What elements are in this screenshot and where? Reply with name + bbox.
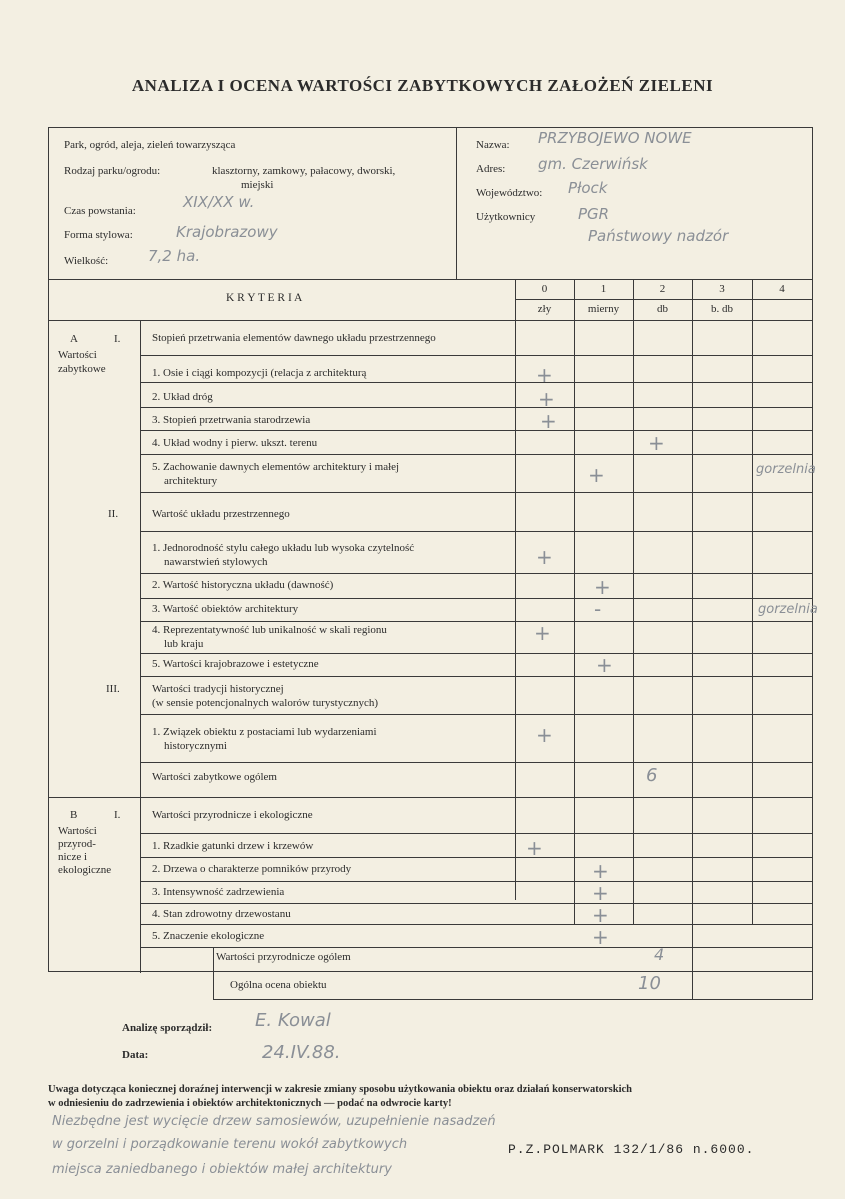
- handwritten-note-1: Niezbędne jest wycięcie drzew samosiewów, uzupełnienie nasadzeń: [52, 1114, 496, 1129]
- b-total-value: 4: [654, 945, 665, 964]
- mark-a-i-2: +: [538, 387, 555, 411]
- mark-b-5: +: [592, 925, 609, 949]
- a-ii-item-4b: lub kraju: [164, 638, 204, 650]
- wielkosc-value: 7,2 ha.: [148, 247, 201, 265]
- col-0-label: zły: [537, 303, 552, 315]
- section-b-name-1: Wartości: [58, 825, 97, 837]
- mark-a-ii-4: +: [534, 621, 551, 645]
- adres-value: gm. Czerwińsk: [538, 155, 648, 173]
- mark-a-i-5: +: [588, 463, 605, 487]
- col-1-num: 1: [600, 283, 607, 295]
- a-side-note-1: gorzelnia: [756, 462, 816, 477]
- section-a-roman-iii: III.: [106, 683, 120, 695]
- section-a-letter: A: [70, 333, 78, 345]
- rodzaj-options-2: miejski: [241, 179, 274, 191]
- kryteria-heading: K R Y T E R I A: [226, 292, 303, 304]
- a-i-item-4: 4. Układ wodny i pierw. ukszt. terenu: [152, 437, 318, 449]
- section-a-roman-i: I.: [114, 333, 121, 345]
- uwaga-line-2: w odniesieniu do zadrzewienia i obiektów architektonicznych — podać na odwrocie karty!: [48, 1098, 452, 1109]
- uwaga-line-1: Uwaga dotycząca koniecznej doraźnej interwencji w zakresie zmiany sposobu użytkowania obiektu oraz działań konserwatorskich: [48, 1084, 632, 1095]
- forma-value: Krajobrazowy: [176, 223, 278, 241]
- analiza-signature: E. Kowal: [255, 1010, 331, 1031]
- rodzaj-label: Rodzaj parku/ogrodu:: [64, 165, 161, 177]
- analiza-label: Analizę sporządził:: [122, 1022, 213, 1034]
- uzytkownicy-label: Użytkownicy: [476, 211, 536, 223]
- a-iii-item-1b: historycznymi: [164, 740, 227, 752]
- col-2-num: 2: [659, 283, 666, 295]
- section-b-roman-i: I.: [114, 809, 121, 821]
- col-2-label: db: [657, 303, 668, 315]
- a-ii-item-4: 4. Reprezentatywność lub unikalność w skali regionu: [152, 624, 387, 636]
- printer-imprint: P.Z.POLMARK 132/1/86 n.6000.: [508, 1142, 755, 1157]
- uzytkownicy-value-2: Państwowy nadzór: [588, 227, 729, 245]
- a-ii-item-2: 2. Wartość historyczna układu (dawność): [152, 579, 334, 591]
- col-3-num: 3: [719, 283, 725, 295]
- mark-a-i-4: +: [648, 431, 665, 455]
- nazwa-label: Nazwa:: [476, 139, 510, 151]
- a-i-item-2: 2. Układ dróg: [152, 391, 213, 403]
- data-label: Data:: [122, 1049, 149, 1061]
- a-ii-item-1b: nawarstwień stylowych: [164, 556, 268, 568]
- a-ii-title: Wartość układu przestrzennego: [152, 508, 290, 520]
- wojewodztwo-value: Płock: [568, 179, 608, 197]
- col-3-label: b. db: [711, 303, 733, 315]
- a-iii-item-1: 1. Związek obiektu z postaciami lub wydarzeniami: [152, 726, 377, 738]
- section-b-name-4: ekologiczne: [58, 864, 112, 876]
- mark-a-i-3: +: [540, 409, 557, 433]
- a-i-title: Stopień przetrwania elementów dawnego układu przestrzennego: [152, 332, 436, 344]
- b-total-label: Wartości przyrodnicze ogólem: [216, 951, 351, 963]
- a-total-value: 6: [646, 765, 658, 786]
- col-1-label: mierny: [587, 303, 620, 315]
- a-side-note-2: gorzelnia: [758, 602, 818, 617]
- wielkosc-label: Wielkość:: [64, 255, 109, 267]
- mark-b-4: +: [592, 903, 609, 927]
- mark-b-1: +: [526, 836, 543, 860]
- forma-label: Forma stylowa:: [64, 229, 133, 241]
- rodzaj-options-1: klasztorny, zamkowy, pałacowy, dworski,: [212, 165, 396, 177]
- a-iii-title-2: (w sensie potencjonalnych walorów turystycznych): [152, 697, 379, 709]
- section-b-name-2: przyrod-: [58, 838, 96, 850]
- section-a-name-1: Wartości: [58, 349, 97, 361]
- a-i-item-1: 1. Osie i ciągi kompozycji (relacja z architekturą: [152, 367, 367, 379]
- evaluation-form: [48, 127, 818, 994]
- mark-a-ii-2: +: [594, 575, 611, 599]
- mark-a-ii-1: +: [536, 545, 553, 569]
- col-0-num: 0: [541, 283, 548, 295]
- a-i-item-5b: architektury: [164, 475, 218, 487]
- adres-label: Adres:: [476, 163, 506, 175]
- overall-value: 10: [638, 973, 661, 994]
- section-b-name-3: nicze i: [58, 851, 88, 863]
- a-ii-item-1: 1. Jednorodność stylu całego układu lub wysoka czytelność: [152, 542, 415, 554]
- wojewodztwo-label: Województwo:: [476, 187, 543, 199]
- section-b-letter: B: [70, 809, 78, 821]
- a-i-item-3: 3. Stopień przetrwania starodrzewia: [152, 414, 311, 426]
- b-item-3: 3. Intensywność zadrzewienia: [152, 886, 285, 898]
- czas-label: Czas powstania:: [64, 205, 136, 217]
- data-value: 24.IV.88.: [262, 1042, 341, 1063]
- handwritten-note-2: w gorzelni i porządkowanie terenu wokół zabytkowych: [52, 1137, 408, 1152]
- mark-b-3: +: [592, 881, 609, 905]
- nazwa-value: PRZYBOJEWO NOWE: [538, 129, 692, 147]
- a-total-label: Wartości zabytkowe ogólem: [152, 771, 277, 783]
- mark-a-i-1: +: [536, 363, 553, 387]
- section-a-name-2: zabytkowe: [58, 363, 106, 375]
- mark-b-2: +: [592, 859, 609, 883]
- b-item-4: 4. Stan zdrowotny drzewostanu: [152, 908, 291, 920]
- a-i-item-5: 5. Zachowanie dawnych elementów architektury i małej: [152, 461, 400, 473]
- czas-value: XIX/XX w.: [183, 193, 255, 211]
- overall-label: Ogólna ocena obiektu: [230, 979, 327, 991]
- b-i-title: Wartości przyrodnicze i ekologiczne: [152, 809, 313, 821]
- uzytkownicy-value-1: PGR: [578, 205, 610, 223]
- mark-a-iii-1: +: [536, 723, 553, 747]
- mark-a-ii-3: -: [594, 597, 602, 621]
- b-item-5: 5. Znaczenie ekologiczne: [152, 930, 265, 942]
- a-ii-item-3: 3. Wartość obiektów architektury: [152, 603, 299, 615]
- a-iii-title-1: Wartości tradycji historycznej: [152, 683, 284, 695]
- a-ii-item-5: 5. Wartości krajobrazowe i estetyczne: [152, 658, 319, 670]
- handwritten-note-3: miejsca zaniedbanego i obiektów małej architektury: [52, 1162, 392, 1177]
- mark-a-ii-5: +: [596, 653, 613, 677]
- col-4-num: 4: [779, 283, 785, 295]
- b-item-2: 2. Drzewa o charakterze pomników przyrody: [152, 863, 352, 875]
- form-title: ANALIZA I OCENA WARTOŚCI ZABYTKOWYCH ZAŁOŻEŃ ZIELENI: [131, 76, 714, 95]
- park-type-label: Park, ogród, aleja, zieleń towarzysząca: [64, 139, 236, 151]
- b-item-1: 1. Rzadkie gatunki drzew i krzewów: [152, 840, 314, 852]
- section-a-roman-ii: II.: [108, 508, 119, 520]
